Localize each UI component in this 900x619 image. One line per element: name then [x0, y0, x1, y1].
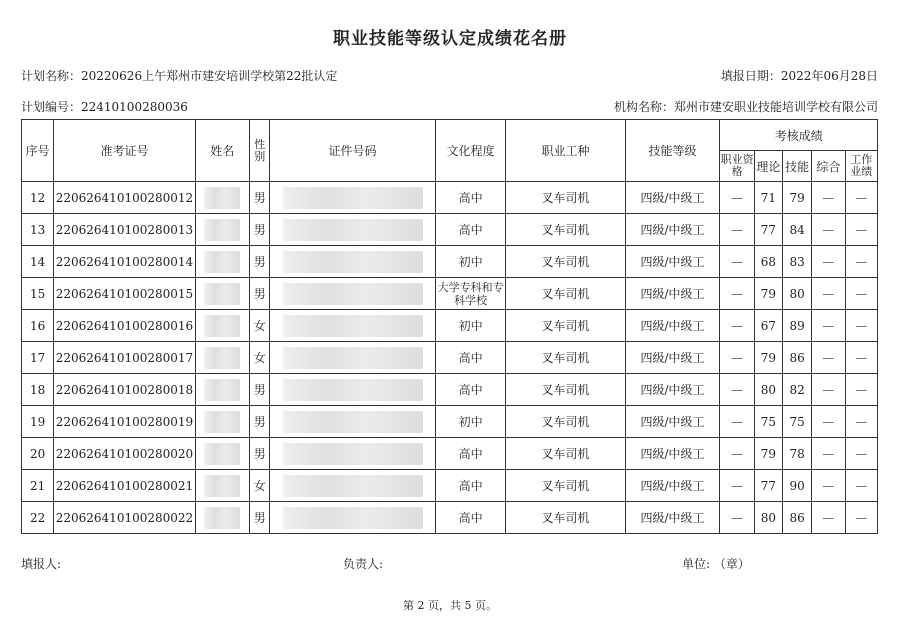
row-id-redacted [270, 246, 436, 278]
redacted-name-blur [204, 507, 240, 529]
row-skill-score: 86 [783, 342, 812, 374]
row-work-score: — [845, 278, 877, 310]
row-ticket-number: 220626410100280022 [54, 502, 195, 534]
row-seq: 14 [22, 246, 54, 278]
table-row [22, 374, 878, 406]
row-skill-score: 82 [783, 374, 812, 406]
redacted-name-blur [204, 219, 240, 241]
row-occupation: 叉车司机 [506, 278, 625, 310]
row-ticket-number: 220626410100280017 [54, 342, 195, 374]
table-row [22, 406, 878, 438]
row-occupation: 叉车司机 [506, 438, 625, 470]
row-theory-score: 77 [754, 214, 782, 246]
row-skill-score: 79 [783, 182, 812, 214]
row-ticket-number: 220626410100280019 [54, 406, 195, 438]
header-seq: 序号 [22, 120, 54, 182]
table-row [22, 214, 878, 246]
row-theory-score: 79 [754, 278, 782, 310]
row-skill-level: 四级/中级工 [625, 438, 720, 470]
row-qualification-score: — [720, 406, 754, 438]
row-name-redacted [195, 502, 250, 534]
row-qualification-score: — [720, 182, 754, 214]
row-education: 初中 [435, 310, 506, 342]
row-occupation: 叉车司机 [506, 214, 625, 246]
header-occupation: 职业工种 [506, 120, 625, 182]
redacted-name-blur [204, 475, 240, 497]
row-occupation: 叉车司机 [506, 406, 625, 438]
row-overall-score: — [812, 406, 845, 438]
table-row [22, 470, 878, 502]
row-theory-score: 77 [754, 470, 782, 502]
row-work-score: — [845, 438, 877, 470]
fill-date: 填报日期：2022年06月28日 [720, 69, 878, 83]
row-gender: 男 [250, 214, 270, 246]
row-overall-score: — [812, 278, 845, 310]
row-skill-level: 四级/中级工 [625, 278, 720, 310]
row-qualification-score: — [720, 502, 754, 534]
row-ticket-number: 220626410100280013 [54, 214, 195, 246]
row-id-redacted [270, 374, 436, 406]
row-name-redacted [195, 246, 250, 278]
redacted-name-blur [204, 283, 240, 305]
row-name-redacted [195, 406, 250, 438]
row-theory-score: 67 [754, 310, 782, 342]
table-row [22, 246, 878, 278]
row-seq: 21 [22, 470, 54, 502]
row-work-score: — [845, 310, 877, 342]
table-row [22, 182, 878, 214]
row-skill-score: 75 [783, 406, 812, 438]
redacted-name-blur [204, 411, 240, 433]
row-occupation: 叉车司机 [506, 310, 625, 342]
row-seq: 13 [22, 214, 54, 246]
row-qualification-score: — [720, 246, 754, 278]
row-overall-score: — [812, 502, 845, 534]
row-gender: 女 [250, 310, 270, 342]
row-education: 高中 [435, 438, 506, 470]
redacted-name-blur [204, 379, 240, 401]
row-overall-score: — [812, 438, 845, 470]
page-indicator: 第 2 页，共 5 页。 [403, 599, 497, 612]
row-qualification-score: — [720, 438, 754, 470]
row-name-redacted [195, 438, 250, 470]
row-skill-score: 83 [783, 246, 812, 278]
redacted-id-blur [283, 187, 423, 209]
row-overall-score: — [812, 246, 845, 278]
row-skill-score: 84 [783, 214, 812, 246]
row-skill-level: 四级/中级工 [625, 502, 720, 534]
row-name-redacted [195, 470, 250, 502]
row-qualification-score: — [720, 310, 754, 342]
row-education: 高中 [435, 182, 506, 214]
row-skill-score: 78 [783, 438, 812, 470]
row-qualification-score: — [720, 278, 754, 310]
row-ticket-number: 220626410100280016 [54, 310, 195, 342]
responsible-label: 负责人: [343, 557, 384, 571]
row-seq: 19 [22, 406, 54, 438]
row-ticket-number: 220626410100280014 [54, 246, 195, 278]
header-education: 文化程度 [435, 120, 506, 182]
redacted-id-blur [283, 283, 423, 305]
header-skill-level: 技能等级 [625, 120, 720, 182]
table-row [22, 438, 878, 470]
header-id-number: 证件号码 [270, 120, 436, 182]
row-seq: 18 [22, 374, 54, 406]
redacted-id-blur [283, 411, 423, 433]
row-qualification-score: — [720, 470, 754, 502]
redacted-id-blur [283, 379, 423, 401]
table-row [22, 278, 878, 310]
redacted-id-blur [283, 219, 423, 241]
row-education: 初中 [435, 246, 506, 278]
row-id-redacted [270, 342, 436, 374]
row-name-redacted [195, 278, 250, 310]
row-seq: 16 [22, 310, 54, 342]
unit-seal-label: 单位: （章） [682, 557, 750, 571]
row-skill-score: 80 [783, 278, 812, 310]
redacted-id-blur [283, 347, 423, 369]
row-education: 高中 [435, 342, 506, 374]
row-overall-score: — [812, 182, 845, 214]
row-id-redacted [270, 502, 436, 534]
row-id-redacted [270, 214, 436, 246]
row-skill-level: 四级/中级工 [625, 470, 720, 502]
row-seq: 20 [22, 438, 54, 470]
redacted-id-blur [283, 507, 423, 529]
header-theory: 理论 [754, 151, 782, 182]
redacted-id-blur [283, 443, 423, 465]
row-education: 高中 [435, 374, 506, 406]
row-gender: 男 [250, 406, 270, 438]
row-gender: 男 [250, 246, 270, 278]
row-skill-score: 90 [783, 470, 812, 502]
row-occupation: 叉车司机 [506, 374, 625, 406]
redacted-name-blur [204, 315, 240, 337]
row-occupation: 叉车司机 [506, 342, 625, 374]
score-roster-table [21, 119, 878, 534]
row-name-redacted [195, 310, 250, 342]
row-occupation: 叉车司机 [506, 246, 625, 278]
row-work-score: — [845, 246, 877, 278]
row-name-redacted [195, 214, 250, 246]
table-row [22, 310, 878, 342]
row-theory-score: 71 [754, 182, 782, 214]
row-theory-score: 75 [754, 406, 782, 438]
redacted-name-blur [204, 251, 240, 273]
row-gender: 女 [250, 470, 270, 502]
row-seq: 15 [22, 278, 54, 310]
row-qualification-score: — [720, 342, 754, 374]
row-gender: 男 [250, 278, 270, 310]
redacted-name-blur [204, 443, 240, 465]
plan-number: 计划编号：22410100280036 [21, 100, 188, 114]
row-work-score: — [845, 374, 877, 406]
row-work-score: — [845, 182, 877, 214]
row-seq: 22 [22, 502, 54, 534]
row-ticket-number: 220626410100280020 [54, 438, 195, 470]
row-theory-score: 80 [754, 502, 782, 534]
document-title: 职业技能等级认定成绩花名册 [333, 29, 567, 49]
row-education: 高中 [435, 214, 506, 246]
row-ticket-number: 220626410100280021 [54, 470, 195, 502]
row-skill-level: 四级/中级工 [625, 310, 720, 342]
row-gender: 女 [250, 342, 270, 374]
row-education: 初中 [435, 406, 506, 438]
row-skill-level: 四级/中级工 [625, 406, 720, 438]
table-row [22, 342, 878, 374]
row-education: 大学专科和专科学校 [435, 278, 506, 310]
row-qualification-score: — [720, 214, 754, 246]
row-overall-score: — [812, 214, 845, 246]
redacted-id-blur [283, 251, 423, 273]
header-scores: 考核成绩 [720, 120, 878, 151]
row-work-score: — [845, 470, 877, 502]
row-seq: 17 [22, 342, 54, 374]
row-gender: 男 [250, 374, 270, 406]
row-overall-score: — [812, 470, 845, 502]
row-id-redacted [270, 278, 436, 310]
redacted-id-blur [283, 315, 423, 337]
row-overall-score: — [812, 342, 845, 374]
header-work-performance: 工作业绩 [845, 151, 877, 182]
header-overall: 综合 [812, 151, 845, 182]
row-id-redacted [270, 182, 436, 214]
row-id-redacted [270, 438, 436, 470]
row-skill-level: 四级/中级工 [625, 214, 720, 246]
row-overall-score: — [812, 310, 845, 342]
row-gender: 男 [250, 502, 270, 534]
row-skill-level: 四级/中级工 [625, 342, 720, 374]
row-gender: 男 [250, 182, 270, 214]
plan-name: 计划名称：20220626上午郑州市建安培训学校第22批认定 [21, 69, 338, 83]
row-skill-level: 四级/中级工 [625, 182, 720, 214]
table-row [22, 502, 878, 534]
row-education: 高中 [435, 470, 506, 502]
row-name-redacted [195, 374, 250, 406]
header-ticket: 准考证号 [54, 120, 195, 182]
organization-name: 机构名称：郑州市建安职业技能培训学校有限公司 [613, 100, 878, 114]
row-theory-score: 80 [754, 374, 782, 406]
filler-label: 填报人: [21, 557, 62, 571]
redacted-name-blur [204, 187, 240, 209]
redacted-name-blur [204, 347, 240, 369]
row-education: 高中 [435, 502, 506, 534]
row-id-redacted [270, 470, 436, 502]
row-qualification-score: — [720, 374, 754, 406]
row-skill-level: 四级/中级工 [625, 374, 720, 406]
row-skill-score: 89 [783, 310, 812, 342]
row-skill-score: 86 [783, 502, 812, 534]
header-name: 姓名 [195, 120, 250, 182]
row-id-redacted [270, 310, 436, 342]
row-work-score: — [845, 502, 877, 534]
row-work-score: — [845, 214, 877, 246]
row-ticket-number: 220626410100280015 [54, 278, 195, 310]
row-theory-score: 68 [754, 246, 782, 278]
header-gender: 性别 [250, 120, 270, 182]
row-theory-score: 79 [754, 342, 782, 374]
row-skill-level: 四级/中级工 [625, 246, 720, 278]
row-id-redacted [270, 406, 436, 438]
row-theory-score: 79 [754, 438, 782, 470]
row-overall-score: — [812, 374, 845, 406]
row-gender: 男 [250, 438, 270, 470]
row-occupation: 叉车司机 [506, 182, 625, 214]
row-seq: 12 [22, 182, 54, 214]
header-skill: 技能 [783, 151, 812, 182]
row-occupation: 叉车司机 [506, 470, 625, 502]
row-occupation: 叉车司机 [506, 502, 625, 534]
row-ticket-number: 220626410100280018 [54, 374, 195, 406]
row-work-score: — [845, 406, 877, 438]
row-ticket-number: 220626410100280012 [54, 182, 195, 214]
row-name-redacted [195, 342, 250, 374]
row-name-redacted [195, 182, 250, 214]
redacted-id-blur [283, 475, 423, 497]
header-qualification: 职业资格 [720, 151, 754, 182]
row-work-score: — [845, 342, 877, 374]
